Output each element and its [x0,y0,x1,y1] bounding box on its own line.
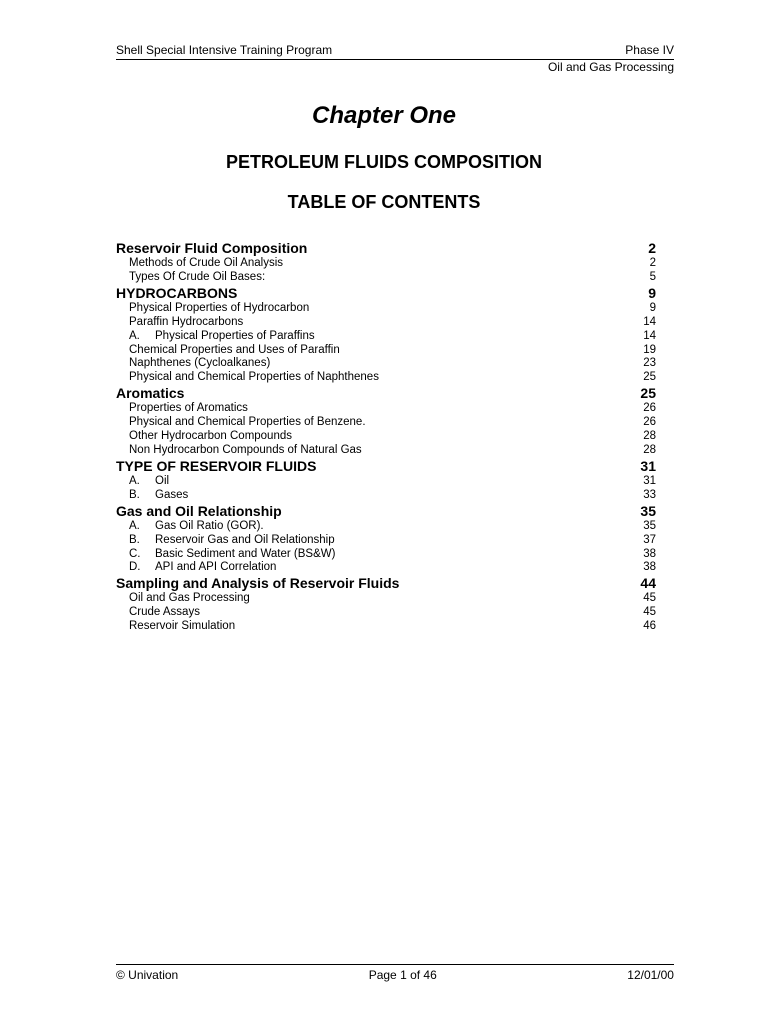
toc-entry[interactable] [116,620,656,634]
toc-section [116,458,656,503]
toc-entry-text [129,416,366,430]
toc-entry-page: 31 [643,474,656,487]
toc-entry-label: Oil and Gas Processing [129,592,250,605]
toc-entry[interactable] [116,534,656,548]
footer-copyright: © Univation [116,968,179,982]
toc-entry-page: 26 [643,402,656,415]
toc-section [116,285,656,385]
toc-entry-text [129,430,292,444]
toc-entry-label: API and API Correlation [155,561,277,574]
toc-entry-label: Physical Properties of Paraffins [155,329,315,342]
toc-entry-label: Crude Assays [129,606,200,619]
toc-entry-marker: A. [129,519,140,532]
toc-section-label: Reservoir Fluid Composition [116,240,308,256]
toc-section-heading[interactable] [116,240,656,257]
toc-entry-page: 45 [643,606,656,619]
toc-entry-text [129,271,265,285]
toc-entry-label: Properties of Aromatics [129,402,248,415]
toc-entry-page: 46 [643,620,656,633]
toc-entry-label: Basic Sediment and Water (BS&W) [155,547,336,560]
toc-entry-label: Physical Properties of Hydrocarbon [129,301,310,314]
toc-entry-label: Gases [155,488,189,501]
toc-entry[interactable] [116,344,656,358]
toc-entry[interactable] [116,402,656,416]
toc-entry-page: 38 [643,547,656,560]
toc-section [116,240,656,285]
toc-section [116,575,656,634]
toc-section-label: Sampling and Analysis of Reservoir Fluids [116,575,400,592]
toc-entry-text [129,402,248,416]
toc-entry-page: 14 [643,315,656,328]
toc-section-label: Gas and Oil Relationship [116,502,282,519]
toc-section-page: 9 [648,284,656,301]
toc-entry-marker: A. [129,474,140,487]
toc-entry[interactable] [116,302,656,316]
toc-entry-page: 9 [649,301,656,314]
toc-entry[interactable] [116,330,656,344]
chapter-subtitle: PETROLEUM FLUIDS COMPOSITION [225,152,542,172]
toc-entry-text [129,257,283,271]
table-of-contents [116,240,656,634]
toc-entry[interactable] [116,606,656,620]
toc-entry-page: 28 [643,430,656,443]
toc-entry[interactable] [116,548,656,562]
toc-entry-text [129,489,188,503]
toc-entry-text [129,520,264,534]
toc-entry-label: Physical and Chemical Properties of Naphthenes [129,371,379,384]
toc-entry[interactable] [116,561,656,575]
toc-section-heading[interactable] [116,385,656,402]
toc-heading: TABLE OF CONTENTS [287,192,481,212]
toc-entry-text [129,444,362,458]
toc-section-heading[interactable] [116,458,656,475]
footer-date: 12/01/00 [627,968,674,982]
toc-entry-marker: C. [129,547,141,560]
toc-entry-marker: D. [129,561,141,574]
toc-entry-text [129,592,250,606]
toc-section-heading[interactable] [116,575,656,592]
header-program-title: Shell Special Intensive Training Program [116,43,333,57]
toc-entry-page: 45 [643,592,656,605]
toc-entry-text [129,561,276,575]
toc-section-label: HYDROCARBONS [116,284,238,301]
toc-entry-page: 19 [643,343,656,356]
toc-entry-page: 2 [649,257,656,269]
toc-section-label: Aromatics [116,385,185,402]
toc-entry-page: 35 [643,519,656,532]
toc-entry-text [129,606,200,620]
toc-entry-text [129,302,309,316]
toc-entry-text [129,330,315,344]
toc-entry[interactable] [116,271,656,285]
toc-entry[interactable] [116,357,656,371]
toc-section-page: 2 [648,240,656,256]
chapter-title: Chapter One [311,102,457,129]
toc-entry[interactable] [116,430,656,444]
toc-entry-label: Paraffin Hydrocarbons [129,315,244,328]
toc-section [116,385,656,458]
toc-entry-text [129,620,235,634]
toc-entry[interactable] [116,475,656,489]
toc-entry-text [129,548,335,562]
toc-entry-page: 37 [643,533,656,546]
page-footer [116,964,674,983]
toc-entry-label: Methods of Crude Oil Analysis [129,257,284,269]
toc-entry-label: Oil [155,474,170,487]
toc-entry-text [129,371,379,385]
toc-section-page: 31 [640,457,656,474]
toc-section-heading[interactable] [116,503,656,520]
toc-section-page: 25 [640,385,656,402]
toc-entry[interactable] [116,416,656,430]
toc-entry[interactable] [116,316,656,330]
toc-entry-page: 5 [649,270,656,283]
toc-entry[interactable] [116,592,656,606]
toc-entry-text [129,344,340,358]
toc-entry-marker: B. [129,488,140,501]
toc-entry[interactable] [116,257,656,271]
toc-entry[interactable] [116,520,656,534]
toc-entry-page: 33 [643,488,656,501]
toc-entry-label: Non Hydrocarbon Compounds of Natural Gas [129,443,362,456]
toc-entry[interactable] [116,489,656,503]
toc-entry-page: 38 [643,561,656,574]
toc-entry-page: 23 [643,357,656,370]
toc-entry-text [129,316,243,330]
toc-entry-label: Physical and Chemical Properties of Benzene. [129,416,366,429]
toc-section-heading[interactable] [116,285,656,302]
toc-entry-page: 25 [643,371,656,384]
toc-entry-page: 28 [643,443,656,456]
toc-section-page: 44 [640,575,656,592]
toc-entry-text [129,357,270,371]
toc-section-label: TYPE OF RESERVOIR FLUIDS [116,457,317,474]
toc-entry-page: 14 [643,329,656,342]
toc-entry-label: Reservoir Gas and Oil Relationship [155,533,335,546]
toc-section-page: 35 [640,502,656,519]
toc-entry-text [129,534,335,548]
footer-rule [116,964,674,965]
toc-entry[interactable] [116,444,656,458]
toc-entry-label: Chemical Properties and Uses of Paraffin [129,343,340,356]
toc-entry-marker: B. [129,533,140,546]
toc-entry-label: Types Of Crude Oil Bases: [129,270,266,283]
footer-page-number: Page 1 of 46 [368,968,437,982]
toc-entry-marker: A. [129,329,140,342]
toc-entry-label: Gas Oil Ratio (GOR). [155,519,264,532]
toc-entry[interactable] [116,371,656,385]
page-header [116,43,674,75]
toc-section [116,503,656,576]
header-subtitle: Oil and Gas Processing [547,60,674,74]
toc-entry-text [129,475,169,489]
toc-entry-page: 26 [643,416,656,429]
toc-entry-label: Other Hydrocarbon Compounds [129,430,292,443]
header-phase: Phase IV [625,43,674,57]
toc-entry-label: Reservoir Simulation [129,620,236,633]
toc-entry-label: Naphthenes (Cycloalkanes) [129,357,271,370]
